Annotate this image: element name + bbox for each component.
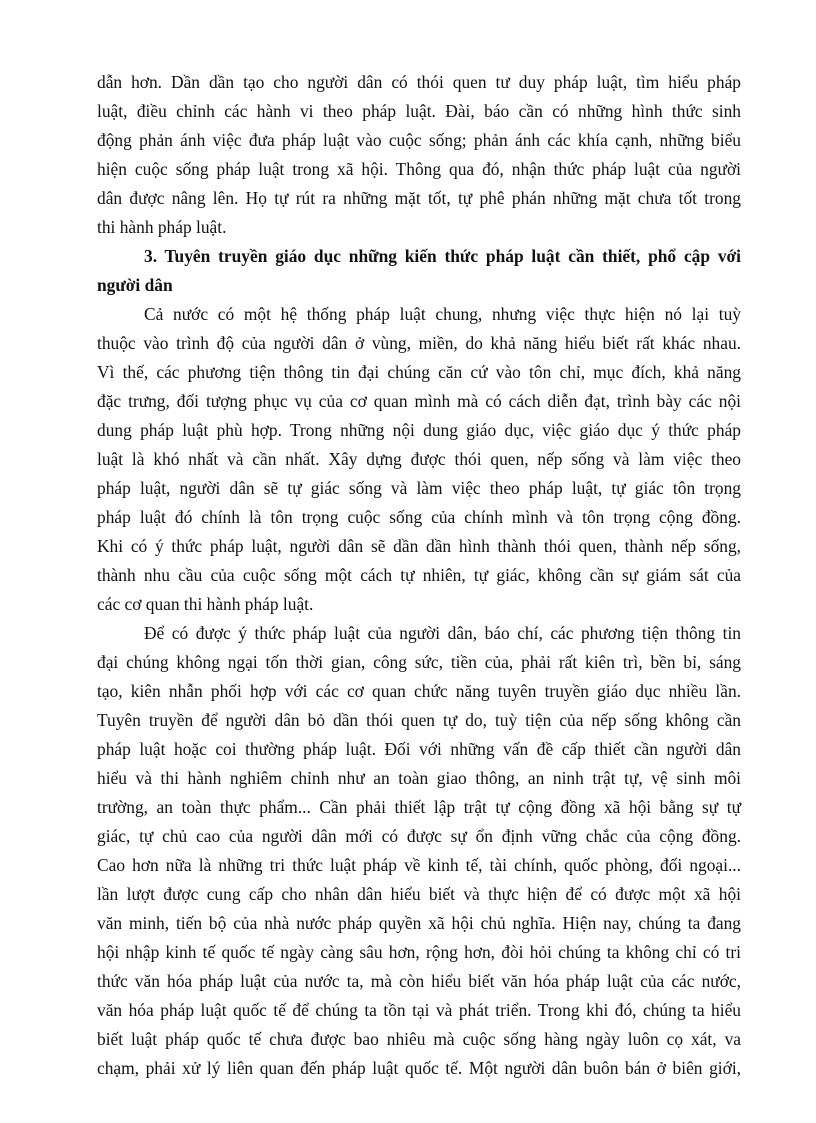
intro-paragraph (97, 68, 741, 242)
text-line: chạm, phải xử lý liên quan đến pháp luật quốc tế. Một người dân buôn bán ở biên giới, (97, 1058, 741, 1078)
text-line: thuộc vào trình độ của người dân ở vùng, miền, do khả năng hiểu biết rất khác nhau. (97, 333, 741, 353)
text-line: đại chúng không ngại tốn thời gian, công sức, tiền của, phải rất kiên trì, bền bỉ, sáng (97, 652, 741, 672)
text-line: pháp luật hoặc coi thường pháp luật. Đối với những vấn đề cấp thiết cần người dân (97, 739, 741, 759)
heading-line: người dân (97, 275, 173, 295)
text-line: Khi có ý thức pháp luật, người dân sẽ dần dần hình thành thói quen, thành nếp sống, (97, 536, 741, 556)
text-line: Tuyên truyền để người dân bỏ dần thói quen tự do, tuỳ tiện của nếp sống không cần (97, 710, 741, 730)
text-line: tạo, kiên nhẫn phối hợp với các cơ quan chức năng tuyên truyền giáo dục nhiều lần. (97, 681, 741, 701)
text-line: thành nhu cầu của cuộc sống một cách tự nhiên, tự giác, không cần sự giám sát của (97, 565, 741, 585)
text-line: dân được nâng lên. Họ tự rút ra những mặt tốt, tự phê phán những mặt chưa tốt trong (97, 188, 741, 208)
text-line: các cơ quan thi hành pháp luật. (97, 594, 314, 614)
paragraph-2 (97, 619, 741, 1083)
text-line: Cả nước có một hệ thống pháp luật chung, nhưng việc thực hiện nó lại tuỳ (144, 304, 741, 324)
text-line: trường, an toàn thực phẩm... Cần phải thiết lập trật tự cộng đồng xã hội bằng sự tự (97, 797, 741, 817)
text-line: luật, điều chỉnh các hành vi theo pháp luật. Đài, báo cần có những hình thức sinh (97, 101, 741, 121)
text-line: thức văn hóa pháp luật của nước ta, mà còn hiểu biết văn hóa pháp luật của các nước, (97, 971, 741, 991)
document-page (97, 68, 741, 1083)
text-line: Vì thế, các phương tiện thông tin đại chúng căn cứ vào tôn chỉ, mục đích, khả năng (97, 362, 741, 382)
section-heading (97, 242, 741, 300)
paragraph-1 (97, 300, 741, 619)
text-line: pháp luật, người dân sẽ tự giác sống và làm việc theo pháp luật, tự giác tôn trọng (97, 478, 741, 498)
text-line: Cao hơn nữa là những tri thức luật pháp về kinh tế, tài chính, quốc phòng, đối ngoại... (97, 855, 741, 875)
text-line: động phản ánh việc đưa pháp luật vào cuộc sống; phản ánh các khía cạnh, những biểu (97, 130, 741, 150)
text-line: luật là khó nhất và cần nhất. Xây dựng được thói quen, nếp sống và làm việc theo (97, 449, 741, 469)
text-line: đặc trưng, đối tượng phục vụ của cơ quan mình mà có cách diễn đạt, trình bày các nội (97, 391, 741, 411)
heading-line: 3. Tuyên truyền giáo dục những kiến thức pháp luật cần thiết, phổ cập với (144, 246, 741, 266)
text-line: văn minh, tiến bộ của nhà nước pháp quyền xã hội chủ nghĩa. Hiện nay, chúng ta đang (97, 913, 741, 933)
text-line: giác, tự chủ cao của người dân mới có được sự ổn định vững chắc của cộng đồng. (97, 826, 741, 846)
text-line: hội nhập kinh tế quốc tế ngày càng sâu hơn, rộng hơn, đòi hỏi chúng ta không chỉ có tri (97, 942, 741, 962)
text-line: dung pháp luật phù hợp. Trong những nội dung giáo dục, việc giáo dục ý thức pháp (97, 420, 741, 440)
text-line: lần lượt được cung cấp cho nhân dân hiểu biết và thực hiện để có được một xã hội (97, 884, 741, 904)
text-line: dẫn hơn. Dần dần tạo cho người dân có thói quen tư duy pháp luật, tìm hiểu pháp (97, 72, 741, 92)
text-line: văn hóa pháp luật quốc tế để chúng ta tồn tại và phát triển. Trong khi đó, chúng ta hiểu (97, 1000, 741, 1020)
text-line: hiểu và thi hành nghiêm chỉnh như an toàn giao thông, an ninh trật tự, vệ sinh môi (97, 768, 741, 788)
text-line: biết luật pháp quốc tế chưa được bao nhiêu mà cuộc sống hàng ngày luôn cọ xát, va (97, 1029, 741, 1049)
text-line: hiện cuộc sống pháp luật trong xã hội. Thông qua đó, nhận thức pháp luật của người (97, 159, 741, 179)
text-line: thi hành pháp luật. (97, 217, 227, 237)
text-line: pháp luật đó chính là tôn trọng cuộc sống của chính mình và tôn trọng cộng đồng. (97, 507, 741, 527)
text-line: Để có được ý thức pháp luật của người dân, báo chí, các phương tiện thông tin (144, 623, 741, 643)
